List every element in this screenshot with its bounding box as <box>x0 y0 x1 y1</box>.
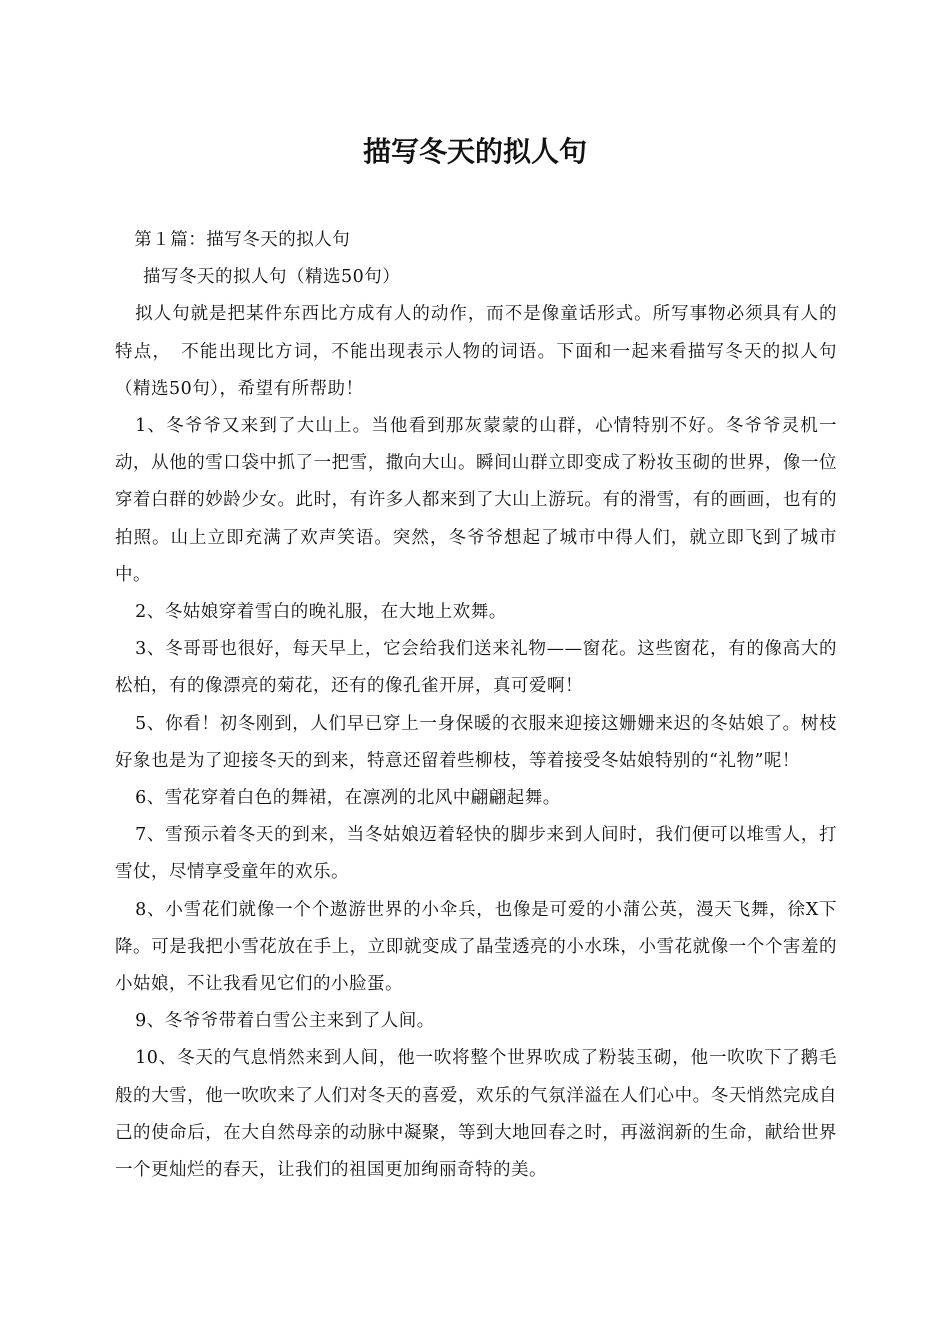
paragraph-item-2: 2、冬姑娘穿着雪白的晚礼服，在大地上欢舞。 <box>135 602 507 623</box>
paragraph-item-6: 6、雪花穿着白色的舞裙，在凛冽的北风中翩翩起舞。 <box>135 788 561 809</box>
section-heading: 第１篇：描写冬天的拟人句 <box>134 230 351 250</box>
paragraph-item-8: 8、小雪花们就像一个个遨游世界的小伞兵，也像是可爱的小蒲公英，漫天飞舞，徐X下降。可是我把小雪花放在手上，立即就变成了晶莹透亮的小水珠，小雪花就像一个个害羞的小姑娘，不让我看见它们的小脸蛋。 <box>115 899 837 995</box>
document-body <box>115 222 837 1189</box>
section-subtitle: 描写冬天的拟人句（精选50句） <box>143 267 401 288</box>
paragraph-intro: 拟人句就是把某件东西比方成有人的动作，而不是像童话形式。所写事物必须具有人的特点， 不能出现比方词，不能出现表示人物的词语。下面和一起来看描写冬天的拟人句（精选50句），希望有所帮助！ <box>115 304 837 399</box>
paragraph-item-5: 5、你看！初冬刚到，人们早已穿上一身保暖的衣服来迎接这姗姗来迟的冬姑娘了。树枝好象也是为了迎接冬天的到来，特意还留着些柳枝，等着接受冬姑娘特别的“礼物”呢！ <box>115 713 837 771</box>
paragraph-item-9: 9、冬爷爷带着白雪公主来到了人间。 <box>135 1011 435 1032</box>
paragraph-item-7: 7、雪预示着冬天的到来，当冬姑娘迈着轻快的脚步来到人间时，我们便可以堆雪人，打雪仗，尽情享受童年的欢乐。 <box>115 825 837 883</box>
paragraph-item-1: 1、冬爷爷又来到了大山上。当他看到那灰蒙蒙的山群，心情特别不好。冬爷爷灵机一动，从他的雪口袋中抓了一把雪，撒向大山。瞬间山群立即变成了粉妆玉砌的世界，像一位穿着白群的妙龄少女。此时，有许多人都来到了大山上游玩。有的滑雪，有的画画，也有的拍照。山上立即充满了欢声笑语。突然，冬爷爷想起了城市中得人们，就立即飞到了城市中。 <box>115 416 837 585</box>
paragraph-item-10: 10、冬天的气息悄然来到人间，他一吹将整个世界吹成了粉装玉砌，他一吹吹下了鹅毛般的大雪，他一吹吹来了人们对冬天的喜爱，欢乐的气氛洋溢在人们心中。冬天悄然完成自己的使命后，在大自然母亲的动脉中凝聚，等到大地回春之时，再滋润新的生命，献给世界一个更灿烂的春天，让我们的祖国更加绚丽奇特的美。 <box>115 1048 837 1181</box>
document-title: 描写冬天的拟人句 <box>362 135 587 168</box>
paragraph-item-3: 3、冬哥哥也很好，每天早上，它会给我们送来礼物——窗花。这些窗花，有的像高大的松柏，有的像漂亮的菊花，还有的像孔雀开屏，真可爱啊！ <box>115 639 837 697</box>
